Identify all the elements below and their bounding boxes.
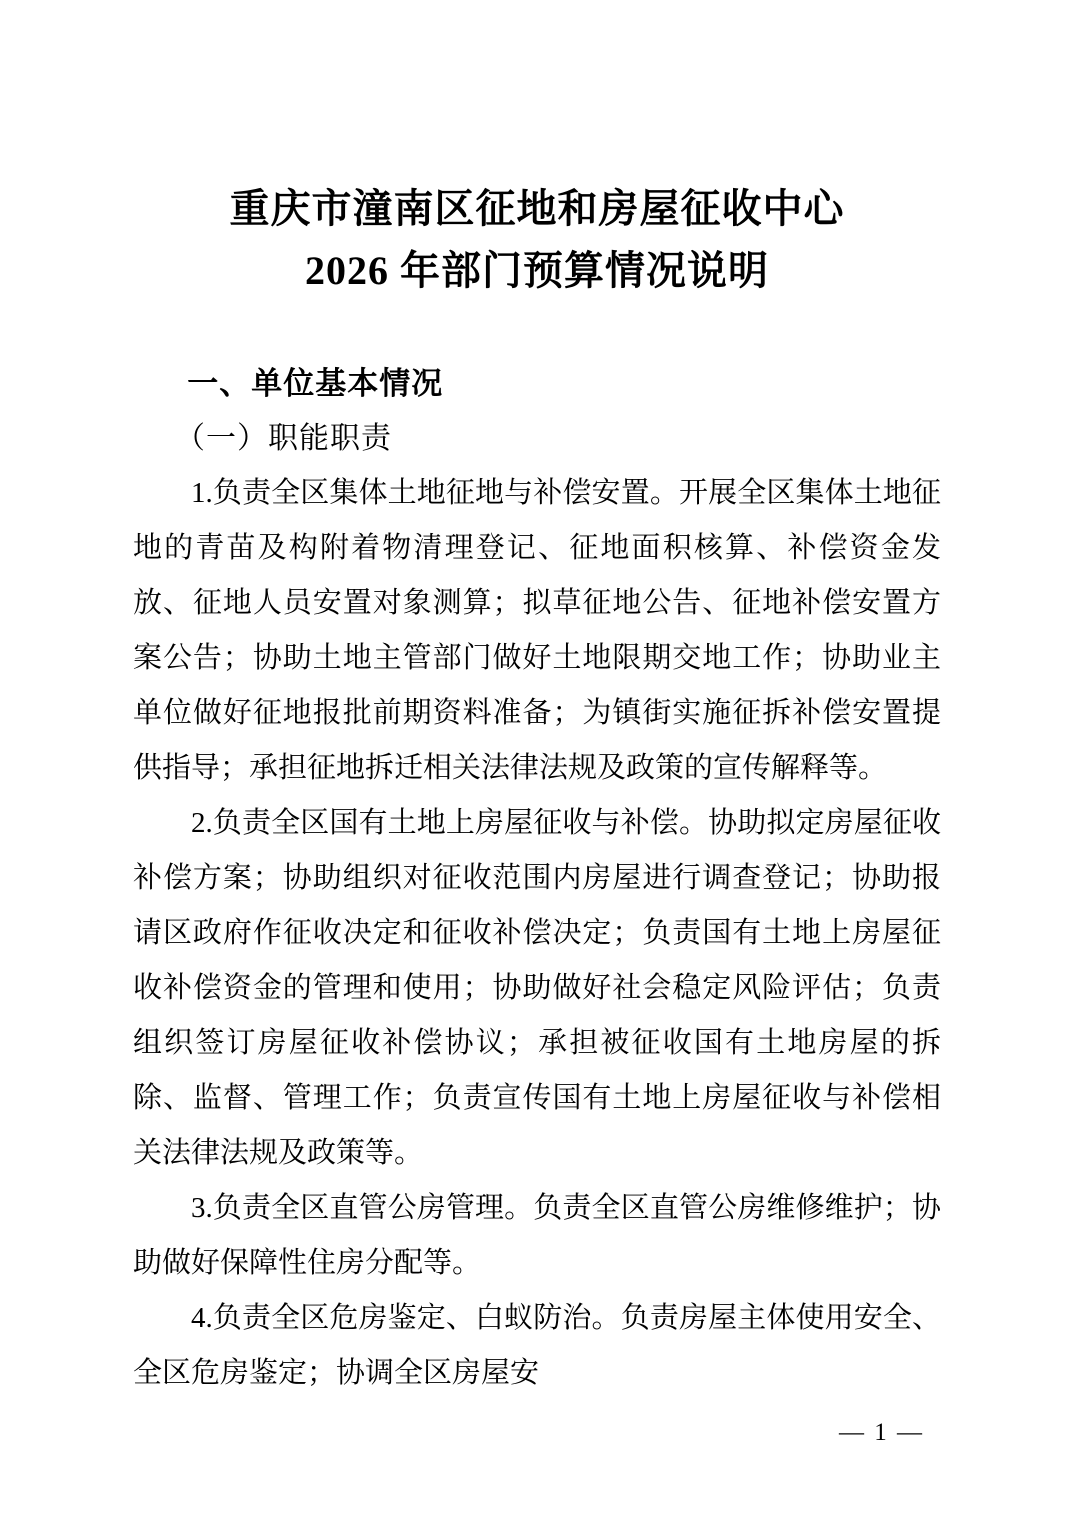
subsection-heading-duties: （一）职能职责 (175, 422, 392, 455)
document-content (0, 178, 1074, 1401)
paragraph-duty-1: 1.负责全区集体土地征地与补偿安置。开展全区集体土地征地的青苗及构附着物清理登记、征地面积核算、补偿资金发放、征地人员安置对象测算；拟草征地公告、征地补偿安置方案公告；协助土地主管部门做好土地限期交地工作；协助业主单位做好征地报批前期资料准备；为镇街实施征拆补偿安置提供指导；承担征地拆迁相关法律法规及政策的宣传解释等。 (133, 477, 941, 784)
section-heading-basic-info: 一、单位基本情况 (187, 366, 444, 401)
paragraph-duty-2: 2.负责全区国有土地上房屋征收与补偿。协助拟定房屋征收补偿方案；协助组织对征收范围内房屋进行调查登记；协助报请区政府作征收决定和征收补偿决定；负责国有土地上房屋征收补偿资金的管理和使用；协助做好社会稳定风险评估；负责组织签订房屋征收补偿协议；承担被征收国有土地房屋的拆除、监督、管理工作；负责宣传国有土地上房屋征收与补偿相关法律法规及政策等。 (133, 807, 941, 1169)
page-number: — 1 — (839, 1419, 924, 1446)
paragraph-duty-4: 4.负责全区危房鉴定、白蚁防治。负责房屋主体使用安全、全区危房鉴定；协调全区房屋安 (133, 1302, 941, 1389)
document-title-line-1: 重庆市潼南区征地和房屋征收中心 (229, 186, 845, 231)
paragraph-duty-3: 3.负责全区直管公房管理。负责全区直管公房维修维护；协助做好保障性住房分配等。 (133, 1192, 941, 1279)
document-title-line-2: 2026 年部门预算情况说明 (305, 248, 769, 293)
document-title-block (133, 178, 941, 302)
